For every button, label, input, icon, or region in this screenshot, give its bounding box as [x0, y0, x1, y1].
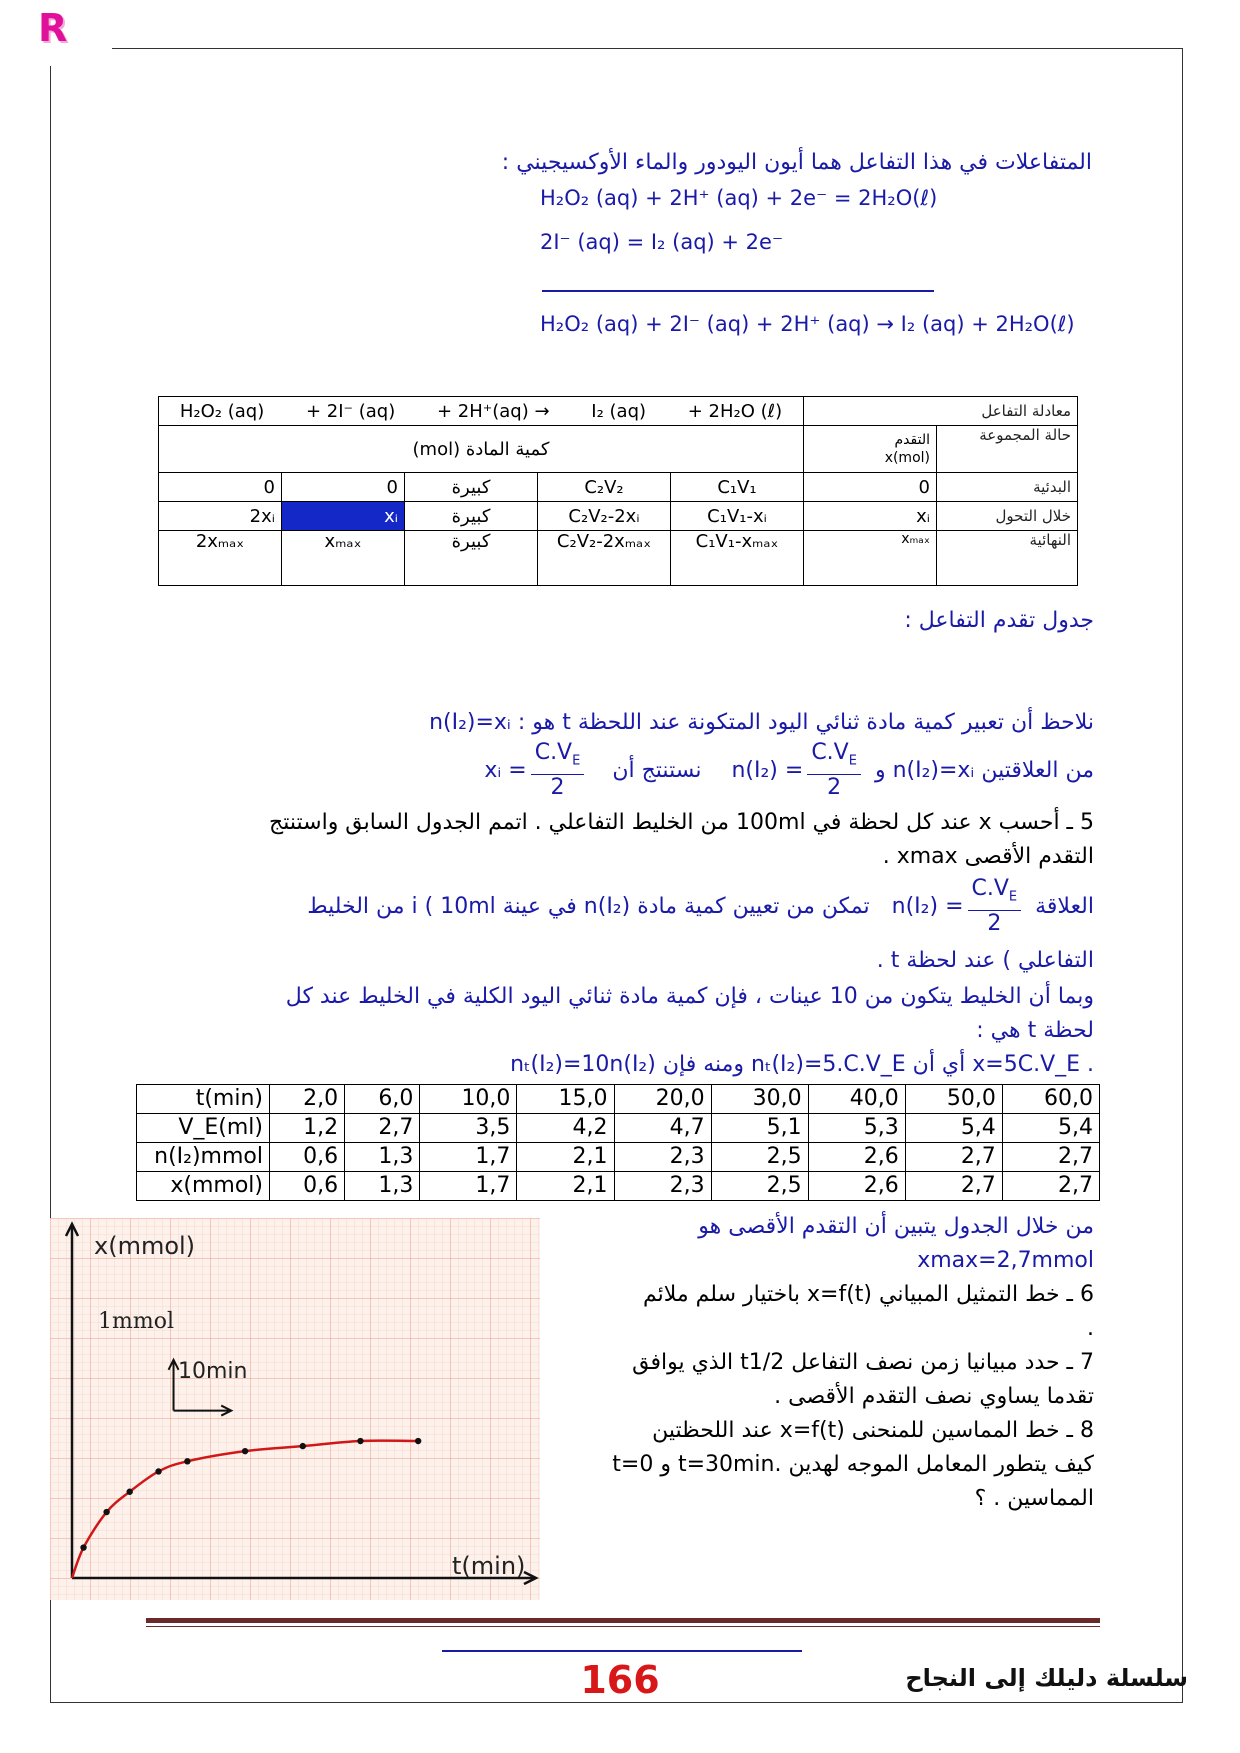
top-rule: [112, 48, 1182, 49]
scale-x-label: 10min: [178, 1359, 248, 1384]
series-title: سلسلة دليلك إلى النجاح: [905, 1664, 1188, 1692]
graph: [50, 1218, 540, 1600]
table-cell: 2,6: [808, 1143, 905, 1172]
table-row: [159, 502, 1078, 531]
cell: كبيرة: [405, 502, 538, 531]
table-cell: 6,0: [345, 1085, 420, 1114]
right-rule: [1182, 48, 1183, 1703]
frac-sub: E: [1008, 889, 1018, 905]
table-cell: 2,3: [614, 1143, 711, 1172]
cell: 0: [282, 473, 405, 502]
row-label: خلال التحول: [937, 502, 1078, 531]
data-point: [242, 1448, 248, 1454]
table-row: [159, 473, 1078, 502]
relations-row: [478, 740, 1094, 801]
table-row: [137, 1085, 1100, 1114]
table-cell: 4,7: [614, 1114, 711, 1143]
table-cell: 5,3: [808, 1114, 905, 1143]
page-number: 166: [580, 1658, 660, 1702]
frac-num: C.V: [811, 740, 849, 765]
cell: C₁V₁-xₘₐₓ: [671, 531, 804, 586]
table-cell: 3,5: [420, 1114, 517, 1143]
cell: كبيرة: [405, 473, 538, 502]
note-1: نلاحظ أن تعبير كمية مادة ثنائي اليود المتكونة عند اللحظة t هو : n(I₂)=xᵢ: [429, 710, 1094, 735]
rel2-prefix: العلاقة: [1035, 894, 1094, 920]
cell: 0: [804, 473, 937, 502]
question-7-line-1: 7 ـ حدد مبيانيا زمن نصف التفاعل t1/2 الذي يوافق: [632, 1350, 1094, 1375]
footer-rule-thin: [146, 1626, 1100, 1627]
table-cell: 1,3: [345, 1143, 420, 1172]
x-axis-label: t(min): [452, 1552, 526, 1580]
half-equation-1: H₂O₂ (aq) + 2H⁺ (aq) + 2e⁻ = 2H₂O(ℓ): [540, 186, 938, 210]
table-cell: 2,7: [345, 1114, 420, 1143]
xmax-line-2: xmax=2,7mmol: [917, 1248, 1094, 1273]
frac-num: C.V: [971, 876, 1009, 901]
table-cell: 5,4: [905, 1114, 1002, 1143]
table-row: [159, 531, 1078, 586]
table-cell: 1,7: [420, 1143, 517, 1172]
table-cell: 1,7: [420, 1172, 517, 1201]
rel2-suffix: تمكن من تعيين كمية مادة n(I₂) في عينة i ( 10ml من الخليط: [307, 894, 870, 920]
term-water: + 2H₂O (ℓ): [687, 400, 783, 422]
cell: 2xₘₐₓ: [159, 531, 282, 586]
table-cell: 2,7: [905, 1172, 1002, 1201]
cell: xₘₐₓ: [804, 531, 937, 586]
data-point: [184, 1458, 190, 1464]
table-cell: 2,1: [517, 1143, 614, 1172]
samples-line-1: وبما أن الخليط يتكون من 10 عينات ، فإن كمية مادة ثنائي اليود الكلية في الخليط عند كل: [285, 984, 1094, 1009]
table-cell: 0,6: [270, 1143, 345, 1172]
table-cell: 2,1: [517, 1172, 614, 1201]
row-label: n(I₂)mmol: [137, 1143, 270, 1172]
table-cell: 2,6: [808, 1172, 905, 1201]
footer-rule-thick: [146, 1618, 1100, 1623]
table-cell: 10,0: [420, 1085, 517, 1114]
table-cell: 5,4: [1002, 1114, 1099, 1143]
frac-num: C.V: [534, 740, 573, 765]
row-label: x(mmol): [137, 1172, 270, 1201]
overall-equation: H₂O₂ (aq) + 2I⁻ (aq) + 2H⁺ (aq) → I₂ (aq) + 2H₂O(ℓ): [540, 312, 1075, 336]
table-cell: 0,6: [270, 1172, 345, 1201]
cell: C₂V₂-2xᵢ: [538, 502, 671, 531]
row-eq-label: معادلة التفاعل: [804, 397, 1078, 426]
cell: xᵢ: [804, 502, 937, 531]
cell: 2xᵢ: [159, 502, 282, 531]
fraction-ve-2: [531, 740, 585, 801]
data-point: [103, 1509, 109, 1515]
question-8-line-3: المماسين . ؟: [974, 1486, 1094, 1511]
frac-den: 2: [987, 911, 1002, 937]
progress-table: [158, 396, 1078, 586]
table-cell: 5,1: [711, 1114, 808, 1143]
fraction-ve-3: [968, 876, 1022, 937]
row-state-label: حالة المجموعة: [937, 426, 1078, 473]
term-h2o2: H₂O₂ (aq): [179, 400, 265, 422]
rel-mid: نستنتج أن: [612, 758, 702, 784]
table-cell: 2,0: [270, 1085, 345, 1114]
advance-label: التقدم: [894, 432, 930, 448]
table-cell: 2,7: [1002, 1143, 1099, 1172]
table-cell: 2,7: [1002, 1172, 1099, 1201]
question-8-line-1: 8 ـ خط المماسين للمنحنى x=f(t) عند اللحظتين: [652, 1418, 1094, 1443]
term-iodide: + 2I⁻ (aq): [305, 400, 396, 422]
cell: 0: [159, 473, 282, 502]
table-row: [137, 1172, 1100, 1201]
cell: C₁V₁: [671, 473, 804, 502]
data-point: [126, 1489, 132, 1495]
frac-sub: E: [572, 753, 581, 769]
advance-header: [804, 426, 937, 473]
table-cell: 2,3: [614, 1172, 711, 1201]
cell: C₂V₂-2xₘₐₓ: [538, 531, 671, 586]
frac-den: 2: [827, 775, 842, 801]
data-point: [300, 1443, 306, 1449]
half-equation-2: 2I⁻ (aq) = I₂ (aq) + 2e⁻: [540, 230, 784, 254]
table-cell: 30,0: [711, 1085, 808, 1114]
table-cell: 2,5: [711, 1172, 808, 1201]
rel-n: n(I₂) =: [731, 758, 804, 784]
relation-2-line-2: التفاعلي ) عند لحظة t .: [876, 948, 1094, 973]
table-cell: 2,7: [905, 1143, 1002, 1172]
row-label: V_E(ml): [137, 1114, 270, 1143]
data-point: [80, 1544, 86, 1550]
question-6-line-2: .: [1087, 1316, 1094, 1341]
table-cell: 1,3: [345, 1172, 420, 1201]
amount-label: كمية المادة (mol): [159, 426, 804, 473]
question-6-line-1: 6 ـ خط التمثيل المبياني x=f(t) باختيار سلم ملائم: [642, 1282, 1094, 1307]
bottom-rule: [50, 1702, 1183, 1703]
samples-line-3: nₜ(I₂)=10n(I₂) ومنه فإن nₜ(I₂)=5.C.V_E أي أن x=5C.V_E .: [510, 1052, 1094, 1077]
table-caption: جدول تقدم التفاعل :: [904, 608, 1094, 633]
logo: R: [38, 6, 68, 50]
table-cell: 15,0: [517, 1085, 614, 1114]
cell: xₘₐₓ: [282, 531, 405, 586]
frac-sub: E: [848, 753, 857, 769]
table-cell: 1,2: [270, 1114, 345, 1143]
equation-rule: [542, 290, 934, 292]
question-5-line-1: 5 ـ أحسب x عند كل لحظة في 100ml من الخليط التفاعلي . اتمم الجدول السابق واستنتج: [269, 810, 1094, 835]
table-row: [159, 426, 1078, 473]
fraction-ve: [807, 740, 861, 801]
selected-cell: xᵢ: [282, 502, 405, 531]
table-cell: 60,0: [1002, 1085, 1099, 1114]
relation-2-row: [307, 876, 1094, 937]
frac-den: 2: [550, 775, 565, 801]
table-row: [137, 1143, 1100, 1172]
table-cell: 4,2: [517, 1114, 614, 1143]
xmax-line-1: من خلال الجدول يتبين أن التقدم الأقصى هو: [698, 1214, 1094, 1239]
table-row: [137, 1114, 1100, 1143]
term-iodine: I₂ (aq): [591, 400, 647, 422]
question-5-line-2: التقدم الأقصى xmax .: [882, 844, 1094, 869]
term-proton: + 2H⁺(aq) →: [436, 400, 550, 422]
equation-cells: [159, 397, 804, 426]
table-cell: 20,0: [614, 1085, 711, 1114]
row-label: النهائية: [937, 531, 1078, 586]
cell: C₂V₂: [538, 473, 671, 502]
row-label: t(min): [137, 1085, 270, 1114]
table-cell: 50,0: [905, 1085, 1002, 1114]
row-label: البدئية: [937, 473, 1078, 502]
footer-blue-rule: [442, 1650, 802, 1652]
table-row: [159, 397, 1078, 426]
rel-x: xᵢ =: [484, 758, 527, 784]
question-7-line-2: تقدما يساوي نصف التقدم الأقصى .: [774, 1384, 1094, 1409]
data-point: [357, 1438, 363, 1444]
reactants-intro: المتفاعلات في هذا التفاعل هما أيون اليودور والماء الأوكسيجيني :: [501, 150, 1092, 175]
table-cell: 40,0: [808, 1085, 905, 1114]
rel-prefix: من العلاقتين n(I₂)=xᵢ و: [874, 758, 1094, 784]
advance-unit: x(mol): [884, 450, 930, 466]
data-table: [136, 1084, 1100, 1201]
cell: C₁V₁-xᵢ: [671, 502, 804, 531]
data-point: [155, 1468, 161, 1474]
samples-line-2: لحظة t هي :: [976, 1018, 1094, 1043]
table-cell: 2,5: [711, 1143, 808, 1172]
data-point: [415, 1438, 421, 1444]
y-axis-label: x(mmol): [94, 1232, 196, 1260]
cell: كبيرة: [405, 531, 538, 586]
question-8-line-2: t=0 و t=30min. كيف يتطور المعامل الموجه لهدين: [612, 1452, 1094, 1477]
scale-y-label: 1mmol: [98, 1309, 175, 1334]
rel2-n: n(I₂) =: [891, 894, 964, 920]
